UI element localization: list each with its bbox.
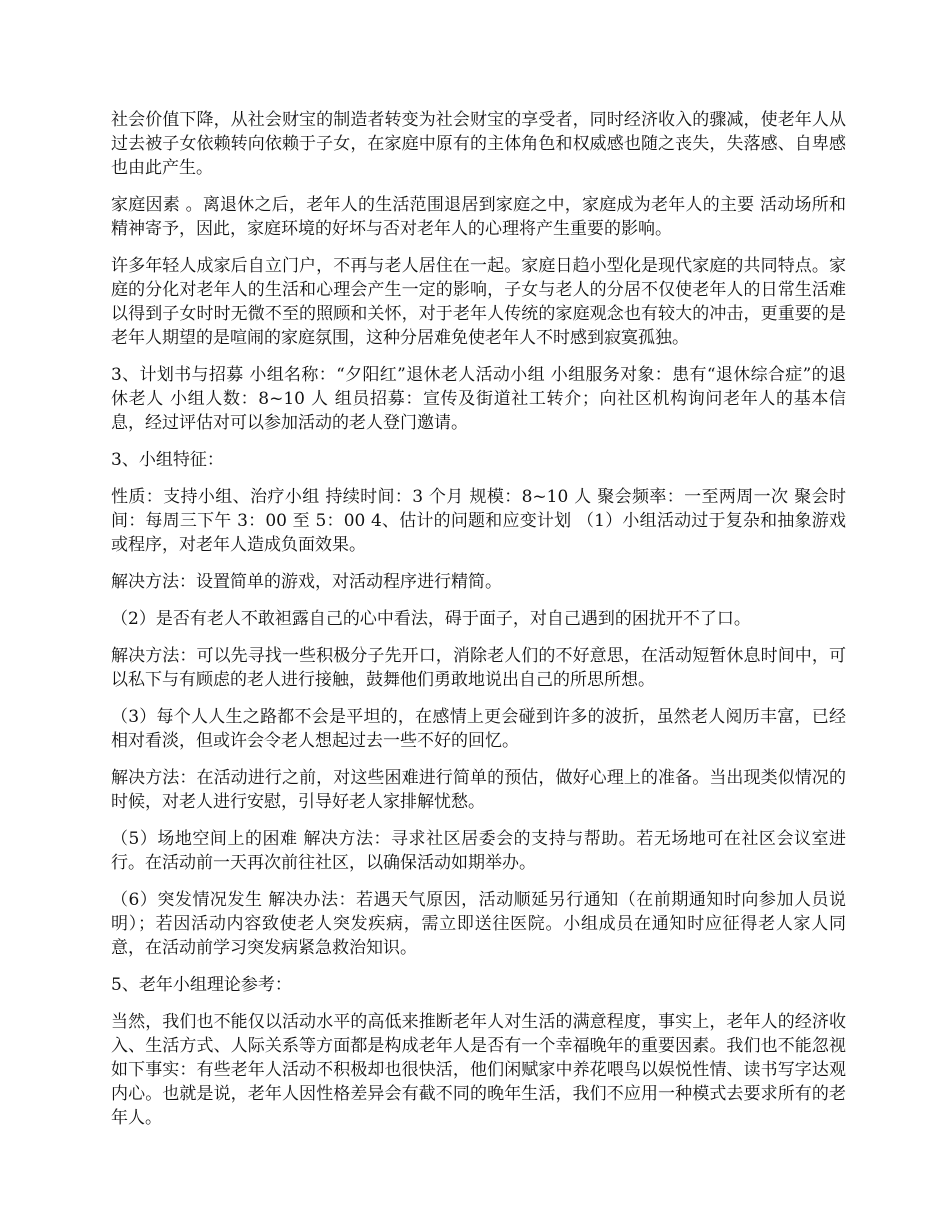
paragraph-theory: 当然，我们也不能仅以活动水平的高低来推断老年人对生活的满意程度，事实上，老年人的经济收入、生活方式、人际关系等方面都是构成老年人是否有一个幸福晚年的重要因素。我们也不能忽视如下事实：有些老年人活动不积极却也很快活，他们闲赋家中养花喂鸟以娱悦性情、读书写字达观内心。也就是说，老年人因性格差异会有截不同的晚年生活，我们不应用一种模式去要求所有的老年人。 [111,1012,846,1128]
paragraph-problem-6: （6）突发情况发生 解决办法：若遇天气原因，活动顺延另行通知（在前期通知时向参加人员说明）；若因活动内容致使老人突发疾病，需立即送往医院。小组成员在通知时应征得老人家人同意，在活动前学习突发病紧急救治知识。 [111,890,846,958]
paragraph-problem-2: （2）是否有老人不敢袒露自己的心中看法，碍于面子，对自己遇到的困扰开不了口。 [111,609,751,629]
heading-theory-reference: 5、老年小组理论参考： [111,975,292,995]
paragraph-family-factors: 家庭因素 。离退休之后，老年人的生活范围退居到家庭之中，家庭成为老年人的主要 活动场所和精神寄予，因此，家庭环境的好坏与否对老年人的心理将产生重要的影响。 [111,195,846,239]
paragraph-group-nature: 性质：支持小组、治疗小组 持续时间：3 个月 规模：8~10 人 聚会频率：一至两周一次 聚会时间：每周三下午 3：00 至 5：00 4、估计的问题和应变计划 （1）小组活动过于复杂和抽象游戏或程序，对老年人造成负面效果。 [111,487,846,555]
paragraph-solution-3: 解决方法：在活动进行之前，对这些困难进行简单的预估，做好心理上的准备。当出现类似情况的时候，对老人进行安慰，引导好老人家排解忧愁。 [111,768,846,812]
document-body [111,108,846,1143]
paragraph-problem-5: （5）场地空间上的困难 解决方法：寻求社区居委会的支持与帮助。若无场地可在社区会议室进行。在活动前一天再次前往社区，以确保活动如期举办。 [111,829,846,873]
heading-group-features: 3、小组特征： [111,450,224,470]
paragraph-problem-3: （3）每个人人生之路都不会是平坦的，在感情上更会碰到许多的波折，虽然老人阅历丰富，已经相对看淡，但或许会令老人想起过去一些不好的回忆。 [111,707,846,751]
paragraph-solution-1: 解决方法：设置简单的游戏，对活动程序进行精简。 [111,572,502,592]
paragraph-plan-recruitment: 3、计划书与招募 小组名称：“夕阳红”退休老人活动小组 小组服务对象：患有“退休综合症”的退休老人 小组人数：8~10 人 组员招募：宣传及街道社工转介；向社区机构询问老年人的基本信息，经过评估对可以参加活动的老人登门邀请。 [111,365,846,433]
paragraph-social-value: 社会价值下降，从社会财宝的制造者转变为社会财宝的享受者，同时经济收入的骤减，使老年人从过去被子女依赖转向依赖于子女，在家庭中原有的主体角色和权威感也随之丧失，失落感、自卑感也由此产生。 [111,110,846,178]
paragraph-family-separation: 许多年轻人成家后自立门户，不再与老人居住在一起。家庭日趋小型化是现代家庭的共同特点。家庭的分化对老年人的生活和心理会产生一定的影响，子女与老人的分居不仅使老年人的日常生活难以得到子女时时无微不至的照顾和关怀，对于老年人传统的家庭观念也有较大的冲击，更重要的是老年人期望的是喧闹的家庭氛围，这种分居难免使老年人不时感到寂寞孤独。 [111,256,846,348]
paragraph-solution-2: 解决方法：可以先寻找一些积极分子先开口，消除老人们的不好意思，在活动短暂休息时间中，可以私下与有顾虑的老人进行接触，鼓舞他们勇敢地说出自己的所思所想。 [111,646,846,690]
